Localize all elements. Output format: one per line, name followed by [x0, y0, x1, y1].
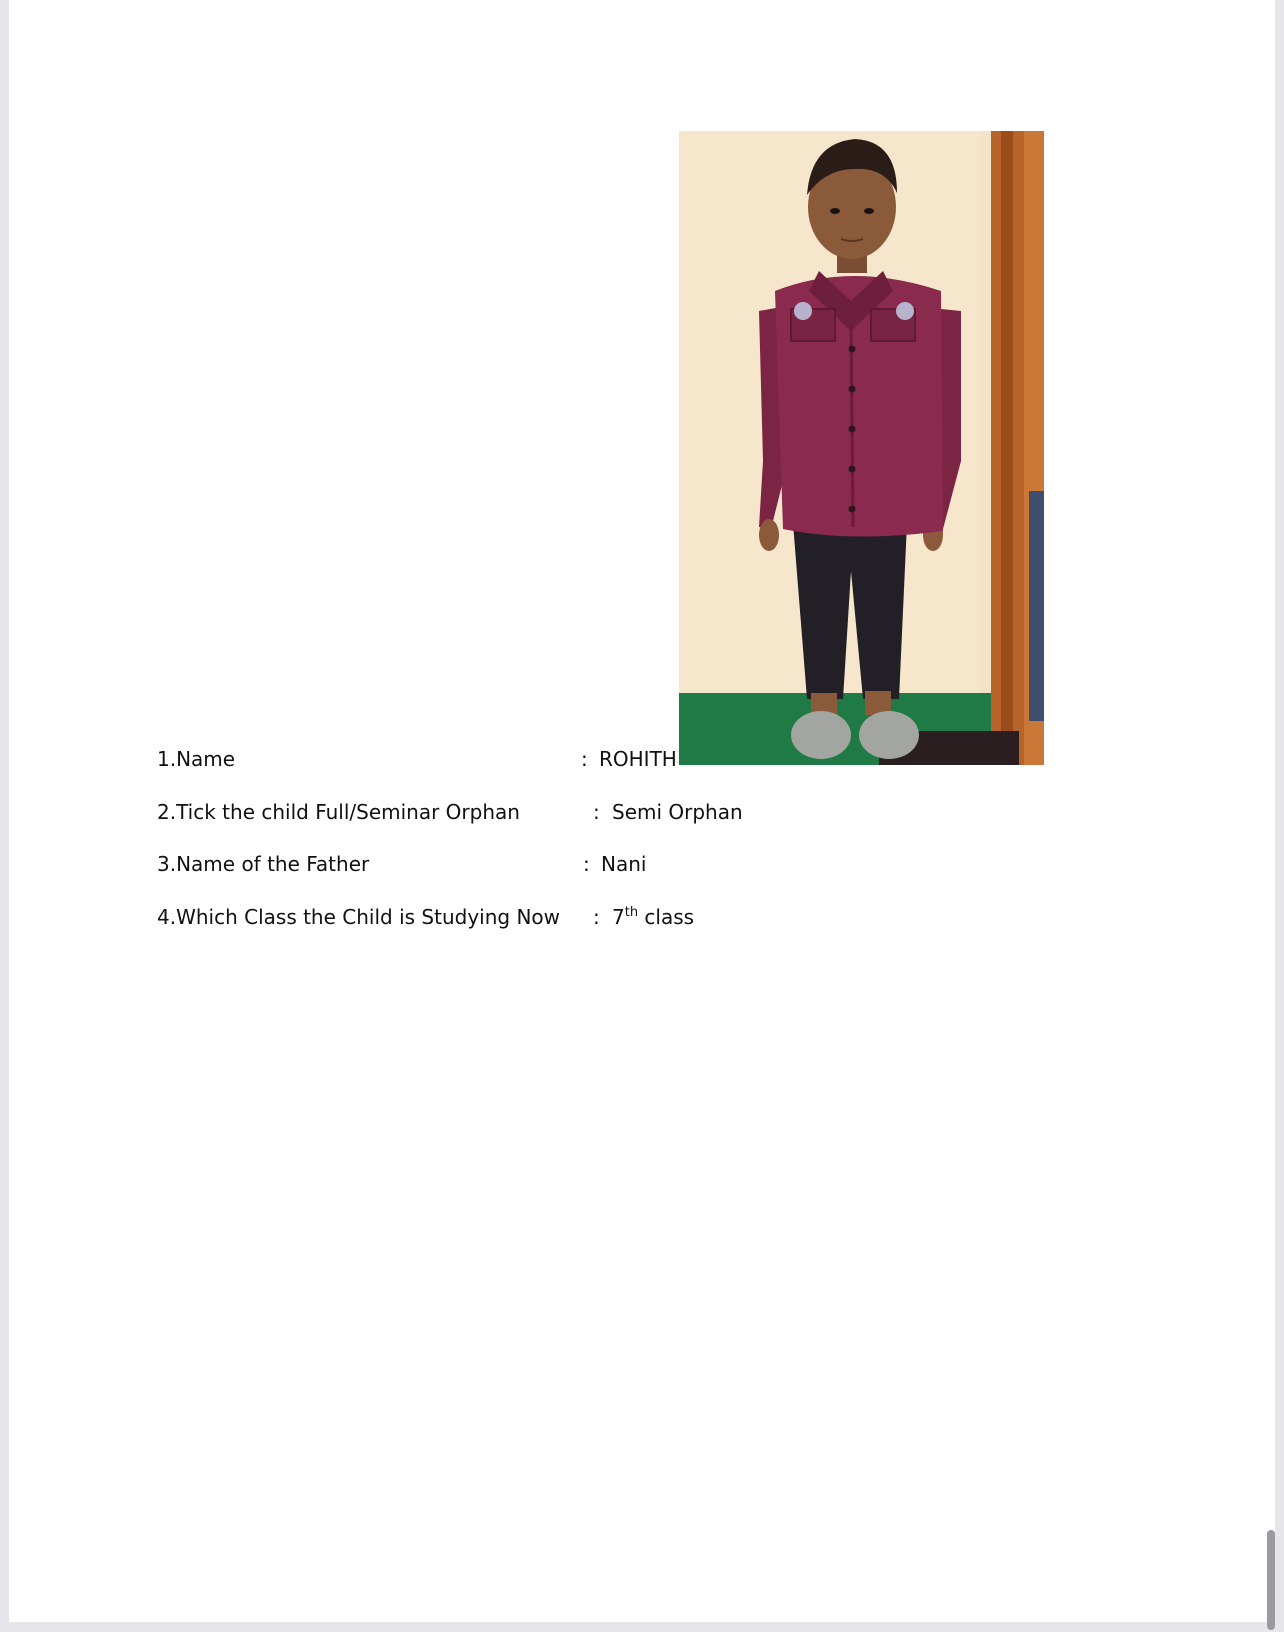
class-word: class: [638, 905, 695, 929]
class-number: 7: [612, 905, 625, 929]
field-colon: :: [583, 852, 590, 876]
field-label: 3.Name of the Father: [157, 852, 370, 876]
document-page: [9, 0, 1275, 1622]
vertical-scrollbar[interactable]: [1265, 0, 1279, 1632]
field-value: Nani: [601, 852, 647, 876]
field-colon: :: [593, 800, 600, 824]
field-value: ROHITH: [599, 747, 677, 771]
field-label: 2.Tick the child Full/Seminar Orphan: [157, 800, 520, 824]
class-ordinal-suffix: th: [624, 905, 639, 920]
child-photo: [679, 131, 1044, 765]
field-colon: :: [593, 905, 600, 929]
field-value: Semi Orphan: [612, 800, 743, 824]
field-label: 4.Which Class the Child is Studying Now: [157, 905, 560, 929]
field-label: 1.Name: [157, 747, 236, 771]
field-value: [612, 905, 694, 929]
field-colon: :: [581, 747, 588, 771]
scrollbar-thumb[interactable]: [1267, 1530, 1275, 1630]
